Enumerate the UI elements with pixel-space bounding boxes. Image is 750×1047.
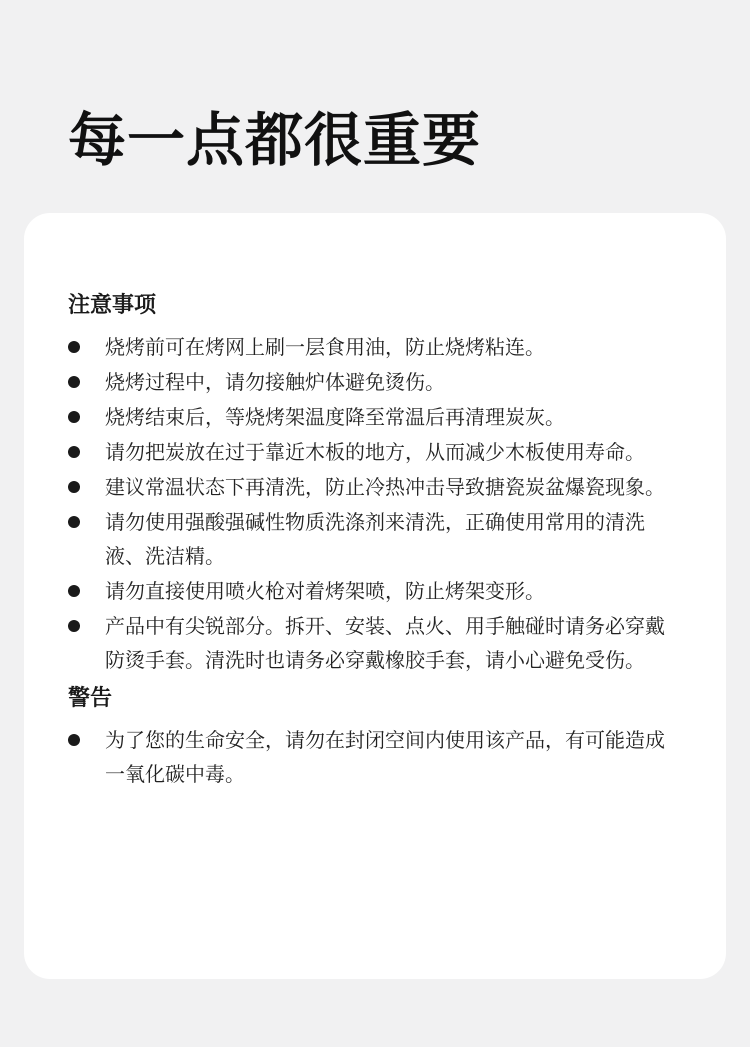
bullet-dot-icon bbox=[68, 516, 80, 528]
list-item-text: 请勿直接使用喷火枪对着烤架喷，防止烤架变形。 bbox=[105, 579, 545, 603]
bullet-dot-icon bbox=[68, 585, 80, 597]
section-heading-precautions: 注意事项 bbox=[68, 293, 157, 318]
list-item-text: 烧烤结束后，等烧烤架温度降至常温后再清理炭灰。 bbox=[105, 405, 565, 429]
section-warning bbox=[68, 681, 682, 791]
list-item-text: 烧烤过程中，请勿接触炉体避免烫伤。 bbox=[105, 370, 445, 394]
list-item bbox=[68, 365, 682, 399]
list-item bbox=[68, 609, 682, 677]
bullet-dot-icon bbox=[68, 734, 80, 746]
bullet-dot-icon bbox=[68, 620, 80, 632]
list-item bbox=[68, 400, 682, 434]
section-precautions bbox=[68, 288, 682, 677]
list-item bbox=[68, 330, 682, 364]
bullet-dot-icon bbox=[68, 481, 80, 493]
list-item bbox=[68, 574, 682, 608]
section-heading-warning: 警告 bbox=[68, 686, 113, 711]
bullet-dot-icon bbox=[68, 341, 80, 353]
notice-card bbox=[24, 213, 726, 979]
list-item bbox=[68, 723, 682, 791]
list-item bbox=[68, 505, 682, 573]
list-item bbox=[68, 435, 682, 469]
precautions-list bbox=[68, 330, 682, 677]
list-item bbox=[68, 470, 682, 504]
list-item-text: 请勿使用强酸强碱性物质洗涤剂来清洗，正确使用常用的清洗液、洗洁精。 bbox=[105, 510, 645, 568]
warning-list bbox=[68, 723, 682, 791]
list-item-text: 为了您的生命安全，请勿在封闭空间内使用该产品，有可能造成一氧化碳中毒。 bbox=[105, 728, 665, 786]
page-title: 每一点都很重要 bbox=[68, 106, 482, 174]
bullet-dot-icon bbox=[68, 446, 80, 458]
list-item-text: 烧烤前可在烤网上刷一层食用油，防止烧烤粘连。 bbox=[105, 335, 545, 359]
bullet-dot-icon bbox=[68, 411, 80, 423]
list-item-text: 请勿把炭放在过于靠近木板的地方，从而减少木板使用寿命。 bbox=[105, 440, 645, 464]
bullet-dot-icon bbox=[68, 376, 80, 388]
list-item-text: 建议常温状态下再清洗，防止冷热冲击导致搪瓷炭盆爆瓷现象。 bbox=[105, 475, 665, 499]
list-item-text: 产品中有尖锐部分。拆开、安装、点火、用手触碰时请务必穿戴防烫手套。清洗时也请务必穿戴橡胶手套，请小心避免受伤。 bbox=[105, 614, 665, 672]
